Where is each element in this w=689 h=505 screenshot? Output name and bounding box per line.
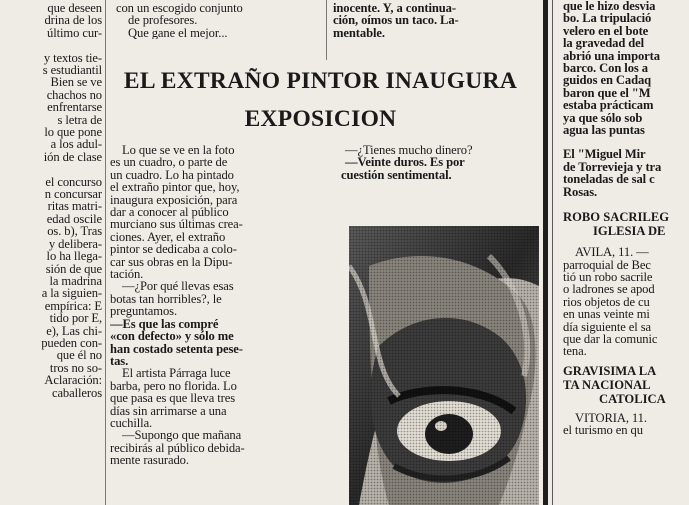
text-line: Que gane el mejor...	[128, 25, 228, 40]
subhead-robo-line2: IGLESIA DE	[593, 224, 666, 239]
text-line: cuestión sentimental.	[341, 167, 452, 182]
text-line: que le hizo desvia	[563, 0, 656, 13]
text-line: baron que el "M	[563, 85, 651, 100]
text-line: agua las puntas	[563, 123, 645, 138]
right-column-body3	[563, 412, 689, 437]
text-line: a los adul-	[50, 137, 102, 152]
text-line	[0, 39, 102, 51]
text-line: s letra de	[57, 112, 102, 127]
left-column	[0, 0, 102, 399]
text-line: y delibera-	[48, 236, 102, 251]
text-line: —¿Por qué llevas esas	[122, 279, 234, 294]
text-line: abrió una importa	[563, 48, 660, 63]
text-line: mente rasurado.	[110, 453, 189, 467]
text-line: cuchilla.	[110, 415, 153, 430]
text-line: —Es que las compré	[110, 316, 219, 331]
text-line: —¿Tienes mucho dinero?	[345, 144, 473, 157]
text-line: tena.	[563, 344, 587, 359]
text-line: el turismo en qu	[563, 423, 643, 437]
text-line: inaugura exposición, para	[110, 192, 238, 207]
article-body-lines	[110, 144, 303, 467]
prev-article-end-right	[333, 2, 543, 39]
text-line: estaba prácticam	[563, 98, 654, 113]
text-line: días sin arrimarse a una	[110, 403, 227, 418]
text-line: chachos no	[46, 87, 102, 102]
column-rule	[543, 0, 548, 505]
text-line: os. b), Tras	[47, 224, 102, 239]
text-line: tió un robo sacrile	[563, 269, 653, 284]
text-line: VITORIA, 11.	[575, 410, 647, 425]
text-line: guidos en Cadaq	[563, 73, 652, 88]
prev-article-end	[116, 2, 321, 39]
text-line: El "Miguel Mir	[563, 147, 646, 162]
text-line: enfrentarse	[47, 100, 102, 115]
column-rule	[552, 0, 553, 505]
text-line: han costado setenta pese-	[110, 341, 243, 356]
right-column-top-lines	[563, 0, 689, 136]
painting-image	[349, 226, 539, 505]
text-line: es un cuadro, o parte de	[110, 155, 228, 170]
text-line: drina de los	[44, 13, 102, 28]
text-line: último cur-	[47, 25, 102, 40]
text-line: a la siguien-	[41, 286, 102, 301]
text-line: ciones. Ayer, el extraño	[110, 229, 226, 244]
text-line: El artista Párraga luce	[122, 366, 231, 381]
text-line: botas tan horribles?, le	[110, 291, 222, 306]
text-line: barba, pero no florida. Lo	[110, 378, 237, 393]
headline: EL EXTRAÑO PINTOR INAUGURA	[123, 68, 518, 94]
text-line: tas.	[110, 353, 129, 368]
text-line: ción, oímos un taco. La-	[333, 13, 459, 28]
text-line: con un escogido conjunto	[116, 2, 243, 15]
text-line: un cuadro. Lo ha pintado	[110, 167, 234, 182]
text-line: que deseen	[47, 1, 102, 15]
subhead-gravisima-line2: TA NACIONAL	[563, 377, 651, 392]
text-line: y textos tie-	[43, 50, 102, 65]
text-line: caballeros	[51, 385, 102, 399]
text-line: de Torrevieja y tra	[563, 159, 662, 174]
text-line: AVILA, 11. —	[575, 245, 649, 260]
text-line: rios objetos de cu	[563, 294, 650, 309]
text-line: e), Las chi-	[46, 323, 102, 338]
text-line: bo. La tripulació	[563, 11, 652, 26]
text-line: ión de clase	[43, 149, 102, 164]
right-column-mid-lines	[563, 148, 689, 198]
text-line: la gravedad del	[563, 36, 645, 51]
text-line: día siguiente el sa	[563, 319, 651, 334]
text-line: la madrina	[49, 273, 102, 288]
text-line: empírica: E	[44, 298, 102, 313]
text-line: velero en el bote	[563, 23, 649, 38]
text-line: el concurso	[45, 174, 102, 189]
text-line: tros no so-	[49, 360, 102, 375]
text-line: Bien se ve	[50, 75, 102, 90]
text-line: n concursar	[44, 187, 102, 202]
text-line: que dar la comunic	[563, 331, 658, 346]
text-line: en unas veinte mi	[563, 307, 650, 322]
text-line: parroquial de Bec	[563, 257, 651, 272]
text-line: toneladas de sal c	[563, 172, 655, 187]
text-line: de profesores.	[128, 13, 198, 28]
text-line: Lo que se ve en la foto	[122, 144, 235, 157]
left-column-lines	[0, 2, 102, 399]
text-line: sión de que	[45, 261, 102, 276]
text-line: mentable.	[333, 25, 385, 40]
article-body	[110, 144, 303, 467]
text-line: pintor se dedicaba a colo-	[110, 242, 237, 257]
subhead-gravisima-line3: CATOLICA	[599, 391, 666, 406]
text-line: Aclaración:	[44, 373, 102, 388]
text-line: Rosas.	[563, 184, 598, 199]
text-line: —Supongo que mañana	[122, 428, 242, 443]
text-line: inocente. Y, a continua-	[333, 2, 456, 15]
text-line: car sus obras en la Dipu-	[110, 254, 233, 269]
text-line: pueden con-	[41, 335, 102, 350]
text-line: el extraño pintor que, hoy,	[110, 180, 240, 195]
column-rule	[105, 0, 106, 505]
text-line: lo ha llega-	[46, 249, 102, 264]
subhead-gravisima: GRAVISIMA LA	[563, 363, 657, 378]
text-line: preguntamos.	[110, 304, 178, 319]
text-line: s estudiantil	[42, 63, 102, 78]
text-line: barco. Con los a	[563, 61, 648, 76]
text-line: que pasa es que lleva tres	[110, 391, 236, 406]
text-line: edad oscile	[46, 211, 102, 226]
headline-second-line: EXPOSICION	[244, 106, 397, 132]
right-column	[563, 0, 689, 437]
text-line	[0, 163, 102, 175]
text-line: recibirás al público debida-	[110, 440, 245, 455]
right-column-body2	[563, 246, 689, 358]
column-rule	[326, 0, 327, 60]
text-line: ya que sólo sob	[563, 110, 643, 125]
text-line: —Veinte duros. Es por	[345, 155, 465, 170]
subhead-robo: ROBO SACRILEG	[563, 210, 670, 225]
text-line: tación.	[110, 267, 144, 282]
article-body-right	[341, 144, 543, 181]
text-line: murciano sus últimas crea-	[110, 217, 243, 232]
painting-photo	[349, 226, 539, 505]
text-line: «con defecto» y sólo me	[110, 329, 234, 344]
text-line: dar a conocer al público	[110, 205, 229, 220]
text-line: o ladrones se apod	[563, 282, 655, 297]
text-line: lo que pone	[44, 125, 102, 140]
text-line: tido por E,	[49, 311, 102, 326]
text-line: que él no	[56, 348, 102, 363]
text-line: ritas matri-	[47, 199, 102, 214]
